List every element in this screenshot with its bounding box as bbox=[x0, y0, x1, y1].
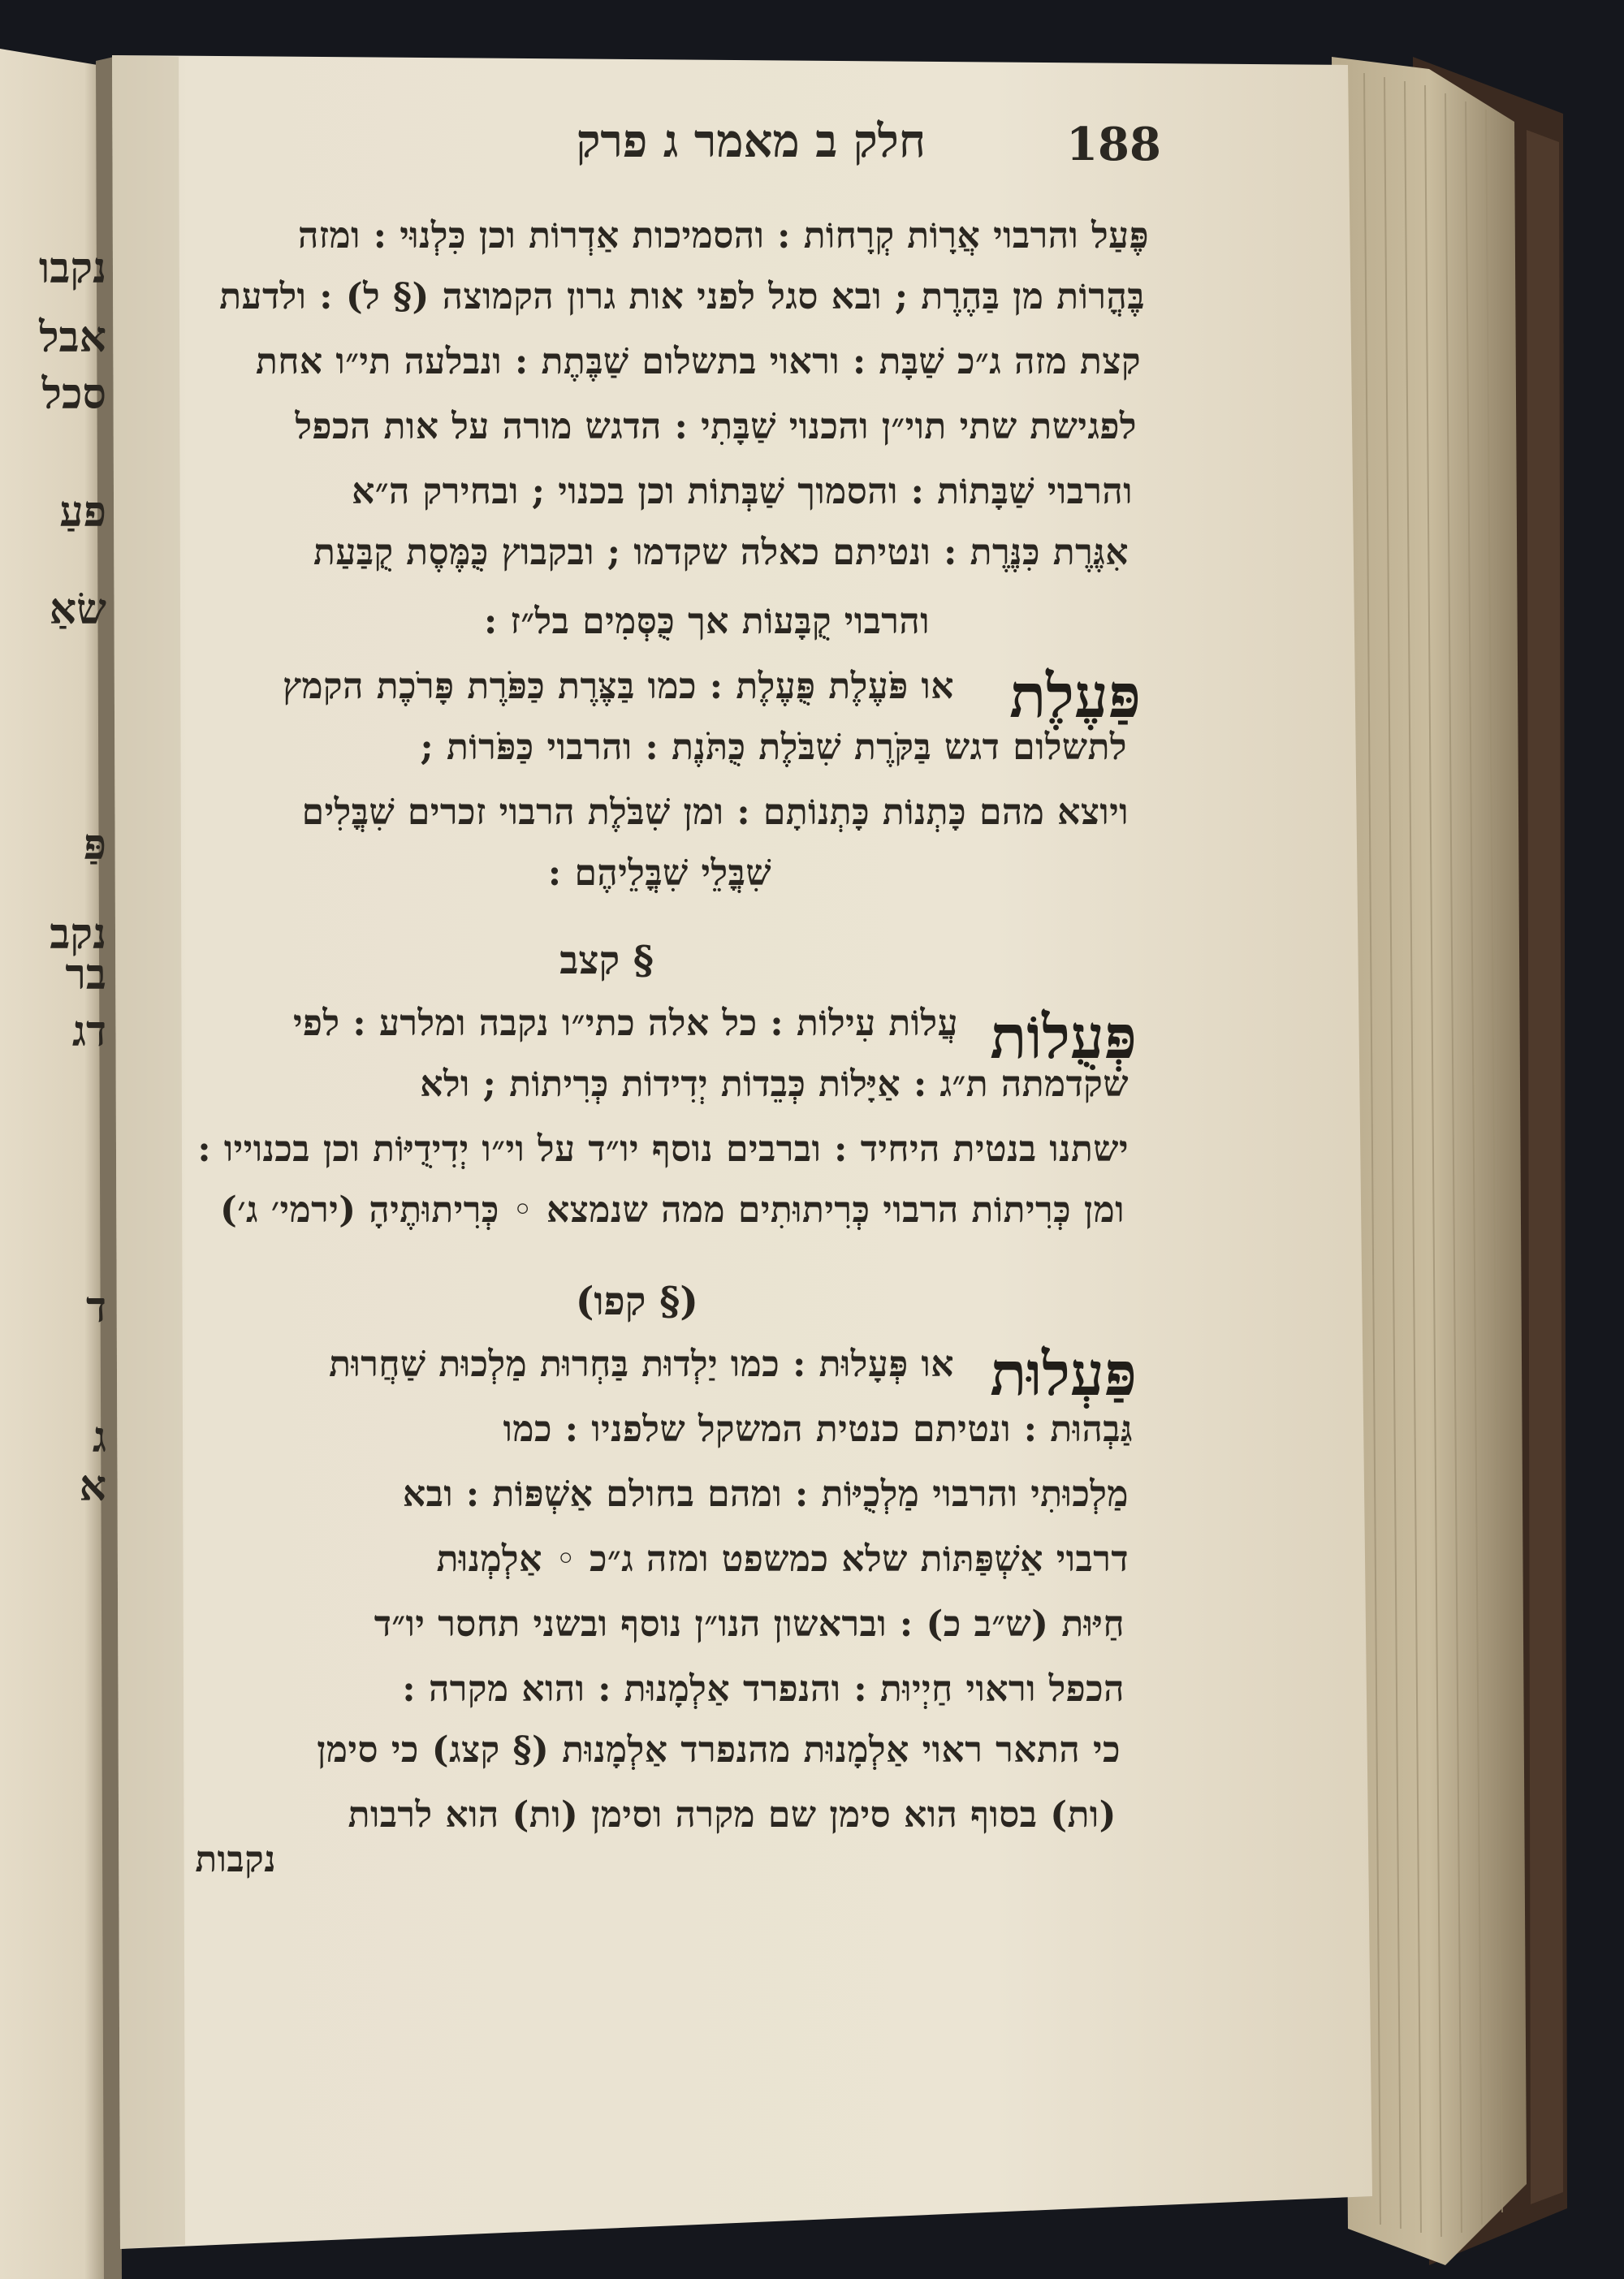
section-heading: § קצב bbox=[559, 938, 654, 983]
text-line: לפגישת שתי תוי״ן והכנוי שַׁבָּתִי : הדגש מורה על אות הכפל bbox=[295, 406, 1137, 447]
prev-line: אבל bbox=[39, 313, 106, 362]
prev-line: א bbox=[79, 1461, 106, 1511]
prev-line: ד bbox=[85, 1283, 106, 1332]
text-line: חַיּוּת (ש״ב כ) : ובראשון הנו״ן נוסף ובשני תחסר יו״ד bbox=[374, 1604, 1125, 1645]
text-line: או פְּעָלוּת : כמו יַלְדוּת בַּחְרוּת מַלְכוּת שַׁחֲרוּת bbox=[329, 1344, 954, 1385]
text-line: עֲלוֹת עִילוֹת : כל אלה כתי״ו נקבה ומלרע : לפי bbox=[293, 1003, 958, 1044]
text-line: אִגֶּרֶת כִּנֶּרֶת : ונטיתם כאלה שקדמו ; ובקבוץ כֻּמֶּסֶת קֻבַּעַת bbox=[313, 532, 1129, 573]
text-line: קצת מזה ג״כ שַׁבָּת : וראוי בתשלום שַׁבֶּתֶת : ונבלעה תי״ו אחת bbox=[256, 341, 1141, 382]
text-line: מַלְכוּתִי והרבוי מַלְכֻיּוֹת : ומהם בחולם אַשְׁפּוֹת : ובא bbox=[402, 1474, 1129, 1515]
text-line: והרבוי קֻבָּעוֹת אך כֻּסְּמִים בל״ז : bbox=[483, 601, 930, 642]
text-line: (ות) בסוף הוא סימן שם מקרה וסימן (ות) הוא לרבות bbox=[348, 1794, 1116, 1836]
prev-line: ג bbox=[92, 1413, 106, 1462]
section-heading: (§ קפו) bbox=[575, 1279, 698, 1324]
text-line: ישתנו בנטית היחיד : וברבים נוסף יו״ד על וי״ו יְדִידֻיּוֹת וכן בכנוייו : bbox=[197, 1129, 1129, 1170]
page-number: 188 bbox=[1066, 118, 1161, 171]
page-header bbox=[455, 110, 1161, 183]
text-line: לתשלום דגש בַּקֹּרֶת שִׁבֹּלֶת כֻּתֹּנֶת : והרבוי כַּפֹּרוֹת ; bbox=[420, 727, 1127, 768]
prev-line: שׂאַ bbox=[49, 585, 106, 634]
prev-line: סכל bbox=[41, 369, 106, 419]
prev-line: פַּ bbox=[83, 820, 106, 870]
text-line: גַּבְהוּת : ונטיתם כנטית המשקל שלפניו : כמו bbox=[503, 1409, 1133, 1450]
entry-headword: פְּעֻלוֹת bbox=[990, 1003, 1137, 1073]
text-line: דרבוי אַשְׁפַּתּוֹת שלא כמשפט ומזה ג״כ ◦ אַלְמְנוּת bbox=[436, 1539, 1129, 1580]
text-line: ומן כְּרִיתוֹת הרבוי כְּרִיתוּתִים ממה שנמצא ◦ כְּרִיתוּתֶיהָ (ירמי׳ ג׳) bbox=[220, 1189, 1125, 1231]
entry-headword: פַּעֶלֶת bbox=[1009, 662, 1141, 732]
prev-line: דג bbox=[71, 1007, 106, 1056]
entry-headword: פַּעְלוּת bbox=[990, 1340, 1137, 1409]
text-line: בֶּהֳרוֹת מן בַּהֶרֶת ; ובא סגל לפני אות גרון הקמוצה (§ ל) : ולדעת bbox=[219, 276, 1145, 317]
catchword: נקבות bbox=[195, 1839, 276, 1880]
text-line: שקדמתה ת״ג : אַיָּלוֹת כְּבֵדוֹת יְדִידוֹת כְּרִיתוֹת ; ולא bbox=[420, 1064, 1129, 1105]
prev-line: נקב bbox=[50, 909, 106, 959]
prev-line: נקבו bbox=[38, 244, 106, 293]
running-title: חלק ב מאמר ג פרק bbox=[576, 114, 926, 168]
prev-line: בר bbox=[65, 950, 106, 999]
text-line: ויוצא מהם כָּתְנוֹת כָּתְנוֹתָם : ומן שִׁבֹּלֶת הרבוי זכרים שִׁבֳּלִים bbox=[301, 792, 1129, 833]
text-line: כי התאר ראוי אַלְמָנוּת מהנפרד אַלְמָנוּת (§ קצג) כי סימן bbox=[317, 1729, 1121, 1771]
text-line: הכפל וראוי חַיְיוּת : והנפרד אַלְמָנוּת : והוא מקרה : bbox=[402, 1668, 1125, 1710]
prev-line: פעַ bbox=[59, 487, 106, 537]
text-line: או פֹּעֶלֶת פֻּעֶלֶת : כמו בַּצֶּרֶת כַּפֹּרֶת פָּרֹכֶת הקמץ bbox=[283, 666, 954, 707]
text-line: שִׁבֳּלֵי שִׁבֳּלֵיהֶם : bbox=[547, 852, 771, 894]
text-line: פֶּעַל והרבוי אֲרָוֹת קְרָחוֹת : והסמיכות אַדְרוֹת וכן כִּלְנוּי : ומזה bbox=[297, 215, 1149, 257]
text-line: והרבוי שַׁבָּתוֹת : והסמוך שַׁבְּתוֹת וכן בכנוי ; ובחירק ה״א bbox=[352, 471, 1133, 512]
